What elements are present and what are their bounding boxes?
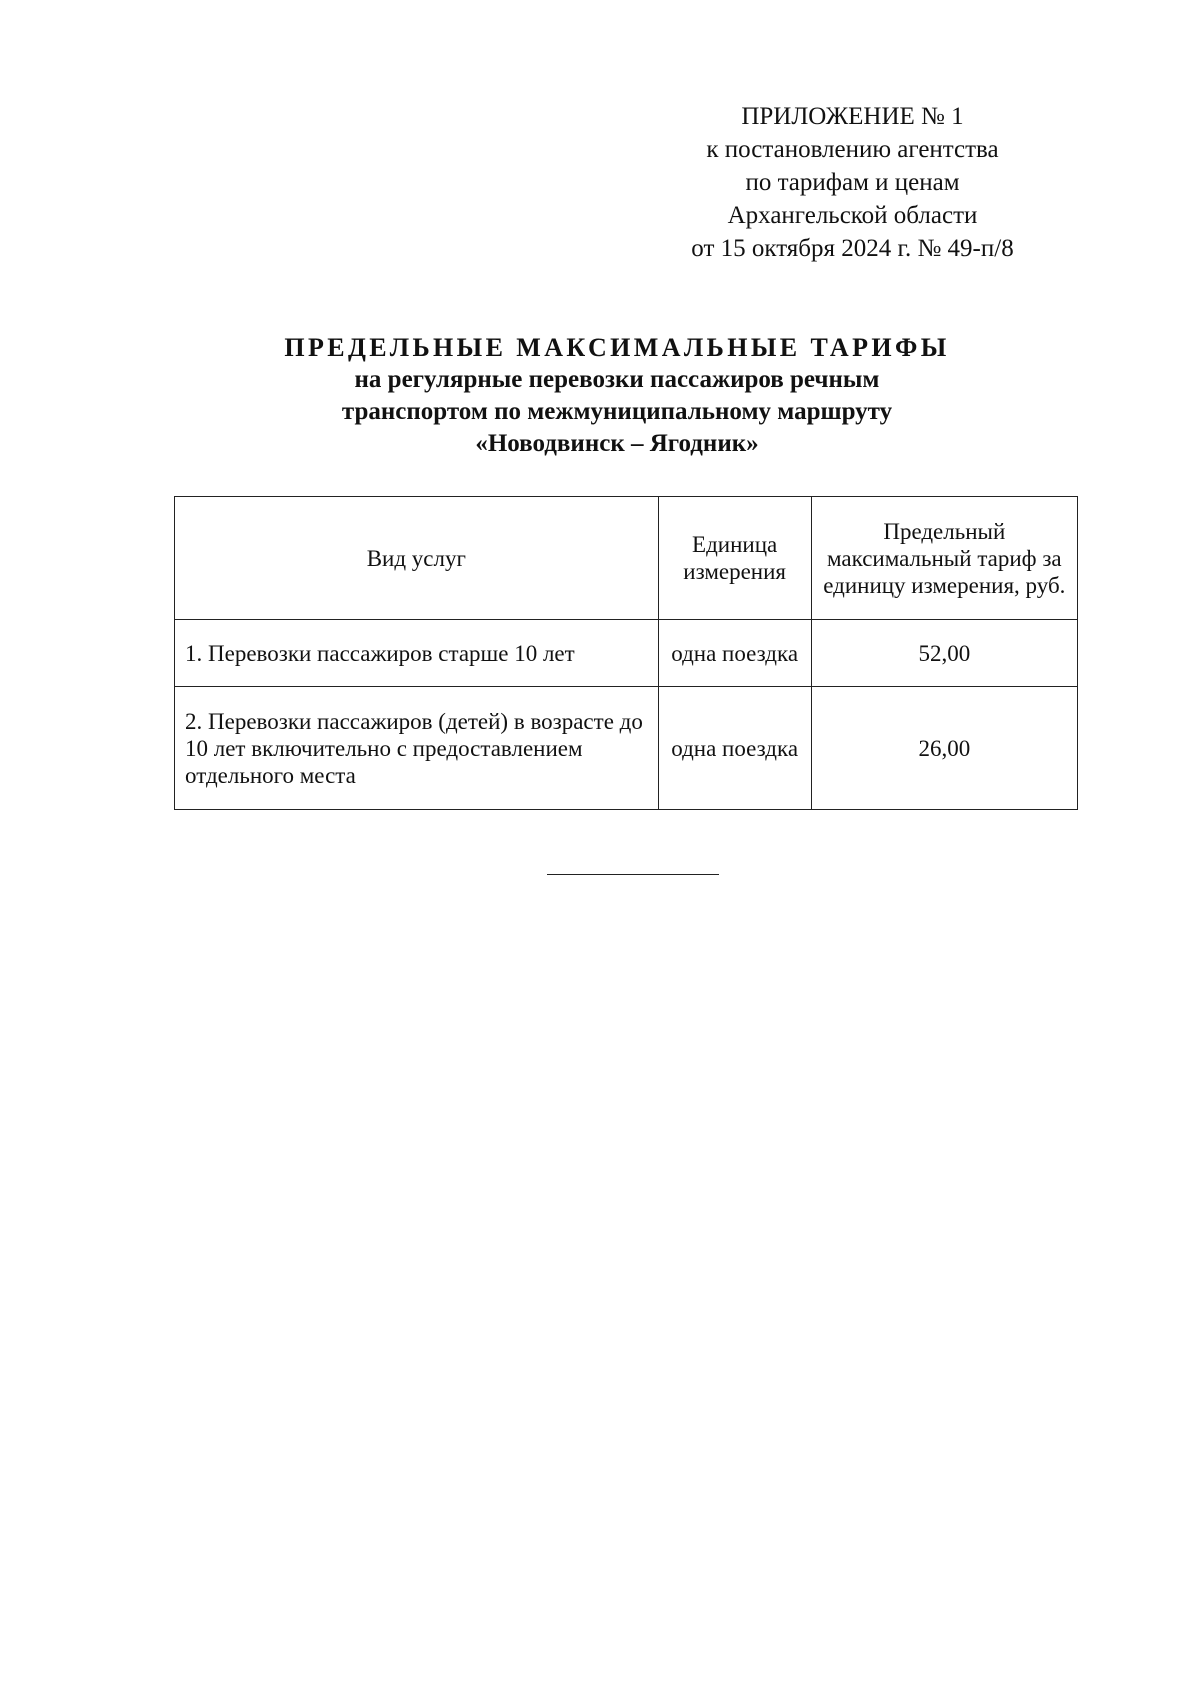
- service-cell: 1. Перевозки пассажиров старше 10 лет: [175, 620, 659, 687]
- unit-cell: одна поездка: [658, 620, 811, 687]
- appendix-date-number: от 15 октября 2024 г. № 49-п/8: [691, 235, 1014, 262]
- document-title: [0, 332, 1200, 460]
- header-tariff: Предельный максимальный тариф за единицу измерения, руб.: [811, 497, 1077, 620]
- appendix-reference: к постановлению агентства: [706, 136, 999, 163]
- title-subtitle-line-2: транспортом по межмуниципальному маршруту: [341, 398, 893, 425]
- service-cell: 2. Перевозки пассажиров (детей) в возрасте до 10 лет включительно с предоставлением отдельного места: [175, 687, 659, 810]
- appendix-region: Архангельской области: [727, 202, 978, 229]
- tariffs-table: [174, 496, 1078, 810]
- header-service: Вид услуг: [175, 497, 659, 620]
- table-row: [175, 620, 1078, 687]
- unit-cell: одна поездка: [658, 687, 811, 810]
- title-route: «Новодвинск – Ягодник»: [475, 430, 759, 457]
- table-row: [175, 687, 1078, 810]
- table-header-row: [175, 497, 1078, 620]
- title-main: ПРЕДЕЛЬНЫЕ МАКСИМАЛЬНЫЕ ТАРИФЫ: [284, 333, 950, 362]
- tariff-cell: 52,00: [811, 620, 1077, 687]
- end-divider: [547, 874, 719, 875]
- tariff-cell: 26,00: [811, 687, 1077, 810]
- appendix-agency: по тарифам и ценам: [745, 169, 960, 196]
- title-subtitle-line-1: на регулярные перевозки пассажиров речным: [354, 366, 880, 393]
- header-unit: Единица измерения: [658, 497, 811, 620]
- appendix-number: ПРИЛОЖЕНИЕ № 1: [741, 103, 964, 130]
- appendix-header: [620, 100, 1085, 265]
